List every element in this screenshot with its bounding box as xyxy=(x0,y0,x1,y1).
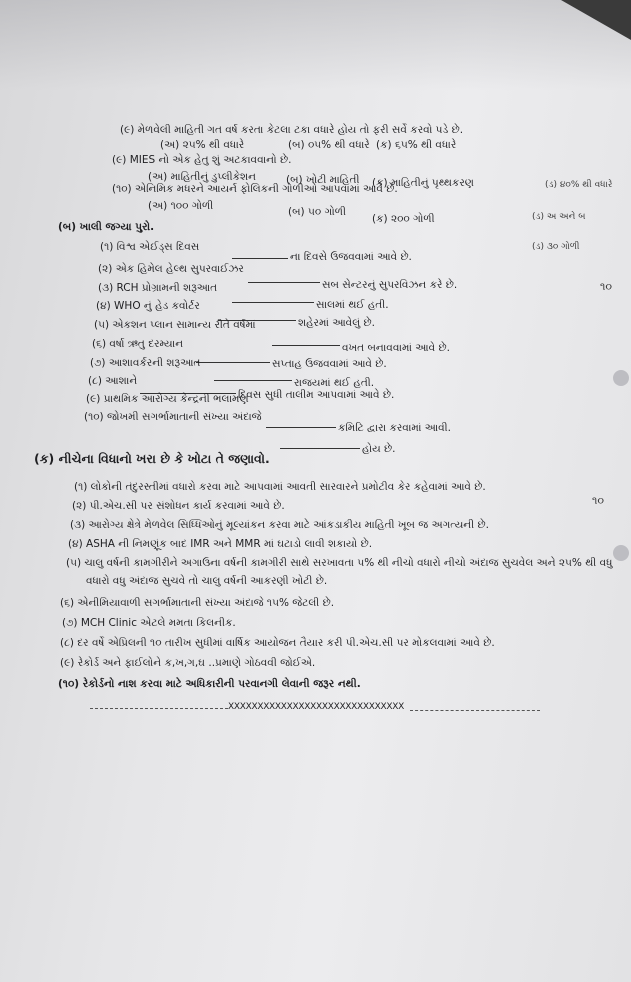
option-c: (ક) ૨૦૦ ગોળી xyxy=(372,213,435,225)
fill-item-8-b: દિવસ સુધી તાલીમ આપવામાં આવે છે. xyxy=(238,389,395,401)
fill-item-7-b: રાજયમાં થઈ હતી. xyxy=(294,377,375,389)
tf-item-5-cont: વધારો વધુ અંદાજ સુચવે તો ચાલુ વર્ષની આકરણી ખોટી છે. xyxy=(86,575,328,587)
option-c: (ક) માહિતીનું પૃથ્થકરણ xyxy=(372,177,474,189)
page-shadow xyxy=(0,0,631,90)
tf-item-4: (૪) ASHA ની નિમણૂંક બાદ IMR અને MMR માં ઘટાડો લાવી શકાયો છે. xyxy=(68,538,373,550)
fill-item-2-a: (૨) એક હિમેલ હેલ્થ સુપરવાઈઝર xyxy=(98,263,244,275)
option-b: (બ) ૫૦ ગોળી xyxy=(288,206,347,218)
option-c: (ક) ૬૫% થી વધારે xyxy=(376,139,457,151)
tf-item-3: (૩) આરોગ્ય ક્ષેત્રે મેળવેલ સિધ્ધિઓનું મૂલ્યાંકન કરવા માટે આંકડાકીય માહિતી ખૂબ જ અગત્યની છે. xyxy=(70,519,489,531)
fill-item-5-b: વખત બનાવવામાં આવે છે. xyxy=(342,342,450,354)
tf-item-6: (૬) એનીમિયાવાળી સગર્ભામાતાની સંખ્યા અંદાજે ૧૫% જેટલી છે. xyxy=(60,597,335,609)
tf-heading: (ક) નીચેના વિધાનો ખરા છે કે ખોટા તે જણાવો. xyxy=(34,451,270,466)
fill-heading: (બ) ખાલી જગ્યા પુરો. xyxy=(58,221,155,233)
blank-line xyxy=(248,282,320,283)
fill-item-4-b: શહેરમાં આવેલું છે. xyxy=(298,317,375,329)
fill-item-7-a: (૭) આશાવર્કરની શરૂઆત xyxy=(90,357,201,369)
fill-item-8-a: (૮) આશાને xyxy=(88,375,138,387)
blank-line xyxy=(280,448,360,449)
punch-hole-bottom xyxy=(613,545,629,561)
fill-item-9-a: (૯) પ્રાથમિક આરોગ્ય કેન્દ્રની ભલામણ xyxy=(86,393,249,405)
page-corner xyxy=(561,0,631,40)
option-b: (બ) ખોટી માહિતી xyxy=(286,174,360,186)
option-d: (ડ) ૪૦% થી વધારે xyxy=(545,180,613,190)
question-9: (૯) મેળવેલી માહિતી ગત વર્ષ કરતા કેટલા ટકા વધારે હોય તો ફરી સર્વે કરવો પડે છે. xyxy=(120,124,464,136)
footer-dash-left xyxy=(90,708,228,709)
fill-item-6-a: (૬) વર્ષા ઋતુ દરમ્યાન xyxy=(92,338,184,350)
option-b: (બ) ૦૫% થી વધારે xyxy=(288,139,370,151)
fill-item-1-a: (૧) વિશ્વ એઈડ્સ દિવસ xyxy=(100,241,200,253)
fill-item-4-a: (૪) WHO નું હેડ કવોર્ટર xyxy=(96,300,200,312)
fill-item-2-b: સબ સેન્ટરનું સુપરવિઝન કરે છે. xyxy=(322,279,458,291)
tf-item-1: (૧) લોકોની તંદુરસ્તીમાં વધારો કરવા માટે આપવામાં આવતી સારવારને પ્રમોટીવ કેર કહેવામાં આવે છે. xyxy=(74,481,486,493)
question-10: (૧૦) એનિમિક મધરને આયર્ન ફોલિકની ગોળીઓ આપવામાં આવે છે. xyxy=(112,183,398,195)
option-a: (અ) ૧૦૦ ગોળી xyxy=(148,200,214,212)
blank-line xyxy=(196,362,270,363)
tf-item-10: (૧૦) રેકોર્ડનો નાશ કરવા માટે અધિકારીની પરવાનગી લેવાની જરૂર નથી. xyxy=(58,678,361,690)
footer-rule: XXXXXXXXXXXXXXXXXXXXXXXXXXXXXX xyxy=(228,702,404,712)
fill-item-9-b: કમિટિ દ્વારા કરવામાં આવી. xyxy=(338,422,451,434)
option-d: (ડ) ૩૦ ગોળી xyxy=(532,242,580,252)
blank-line xyxy=(214,380,292,381)
fill-item-5-a: (૫) એકશન પ્લાન સામાન્ય રીતે વર્ષમાં xyxy=(94,319,256,331)
tf-item-7: (૭) MCH Clinic એટલે મમતા કિલનીક. xyxy=(62,617,236,629)
footer-dash-right xyxy=(410,710,540,711)
fill-item-3-b: સાલમાં થઈ હતી. xyxy=(316,299,389,311)
option-a: (અ) માહિતીનું ડુપ્લીકેશન xyxy=(148,171,256,183)
blank-line xyxy=(232,258,288,259)
tf-item-9: (૯) રેકોર્ડ અને ફાઈલોને ક,ખ,ગ,ઘ ..પ્રમાણે ગોઠવવી જોઈએ. xyxy=(60,657,316,669)
fill-item-10-b: હોય છે. xyxy=(362,443,396,455)
punch-hole-top xyxy=(613,370,629,386)
fill-marks: ૧૦ xyxy=(600,280,613,293)
option-d: (ડ) અ અને બ xyxy=(532,212,586,222)
fill-item-1-b: ના દિવસે ઉજવવામાં આવે છે. xyxy=(290,251,412,263)
option-a: (અ) ૨૫% થી વધારે xyxy=(160,139,245,151)
blank-line xyxy=(266,427,336,428)
tf-item-5: (૫) ચાલુ વર્ષની કામગીરીને અગાઉના વર્ષની કામગીરી સાથે સરખાવતા ૫% થી નીચો વધારો નીચો અંદાજ સુચવેલ અને ૨૫% થી વધુ xyxy=(66,557,613,569)
tf-marks: ૧૦ xyxy=(592,494,605,507)
tf-item-2: (૨) પી.એચ.સી પર સંશોધન કાર્ય કરવામાં આવે છે. xyxy=(72,500,285,512)
fill-item-10-a: (૧૦) જોખમી સગર્ભામાતાની સંખ્યા અંદાજે xyxy=(84,411,262,423)
question-9b: (૯) MIES નો એક હેતુ શું અટકાવવાનો છે. xyxy=(112,154,292,166)
blank-line xyxy=(232,302,314,303)
fill-item-6-b: સપ્તાહ ઉજવવામાં આવે છે. xyxy=(272,358,387,370)
blank-line xyxy=(272,345,340,346)
tf-item-8: (૮) દર વર્ષે એપ્રિલની ૧૦ તારીખ સુધીમાં વાર્ષિક આયોજન તૈયાર કરી પી.એચ.સી પર મોકલવામાં આવે છે. xyxy=(60,637,495,649)
fill-item-3-a: (૩) RCH પ્રોગ્રામની શરૂઆત xyxy=(98,282,218,294)
